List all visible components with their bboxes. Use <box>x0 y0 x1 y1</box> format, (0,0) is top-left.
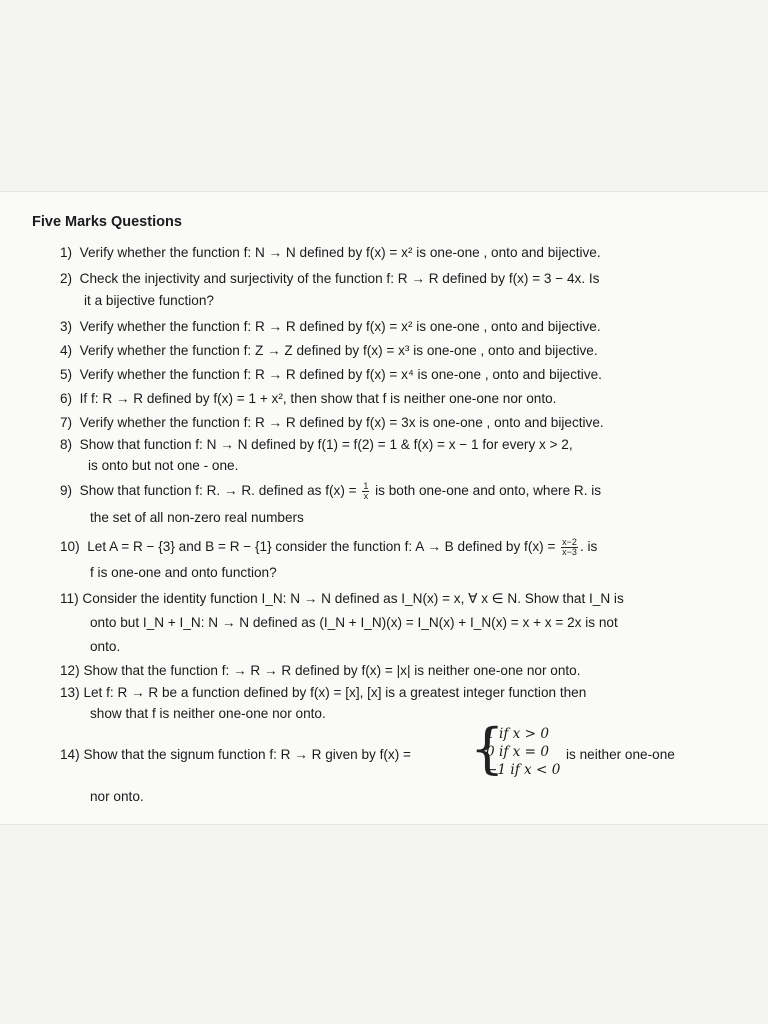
question-13-continuation: show that f is neither one-one nor onto. <box>90 706 326 721</box>
worksheet-page <box>0 192 768 824</box>
question-10-continuation: f is one-one and onto function? <box>90 565 277 580</box>
fraction <box>362 482 369 501</box>
question-number: 7) <box>60 415 73 430</box>
question-3 <box>60 318 601 335</box>
question-8-continuation: is onto but not one - one. <box>88 458 239 473</box>
question-text: Verify whether the function f: R → R defined by f(x) = x² is one-one , onto and bijective. <box>79 319 601 334</box>
question-2 <box>60 270 599 287</box>
question-11 <box>60 590 624 607</box>
question-number: 14) <box>60 747 80 762</box>
question-4 <box>60 342 598 359</box>
question-14-continuation: nor onto. <box>90 789 144 804</box>
question-text: Show that function f: R. → R. defined as f(x) = <box>79 483 357 499</box>
case-row: 0 if x = 0 <box>486 744 550 760</box>
question-number: 1) <box>60 245 73 260</box>
question-number: 6) <box>60 391 73 406</box>
case-row: 1 if x > 0 <box>486 726 550 742</box>
fraction-numerator: 1 <box>363 481 369 491</box>
question-number: 3) <box>60 319 73 334</box>
question-number: 5) <box>60 367 73 382</box>
question-1 <box>60 244 601 261</box>
left-brace: { <box>470 717 505 780</box>
question-text: If f: R → R defined by f(x) = 1 + x², then show that f is neither one-one nor onto. <box>79 391 557 406</box>
question-11-continuation: onto but I_N + I_N: N → N defined as (I_N + I_N)(x) = I_N(x) + I_N(x) = x + x = 2x is not <box>90 615 618 630</box>
question-text: Consider the identity function I_N: N → N defined as I_N(x) = x, ∀ x ∈ N. Show that I_N is <box>82 591 624 606</box>
fraction-denominator: x−3 <box>562 547 577 557</box>
question-text: Show that function f: N → N defined by f(1) = f(2) = 1 & f(x) = x − 1 for every x > 2, <box>79 437 573 452</box>
question-text-tail: . is <box>579 539 598 555</box>
question-7 <box>60 414 604 431</box>
fraction-denominator: x <box>363 491 369 501</box>
question-number: 11) <box>60 591 79 606</box>
question-text: Verify whether the function f: Z → Z defined by f(x) = x³ is one-one , onto and bijective. <box>79 343 598 358</box>
fraction <box>561 538 578 557</box>
question-number: 8) <box>60 437 73 452</box>
question-2-continuation: it a bijective function? <box>84 293 214 308</box>
question-text: Verify whether the function f: R → R defined by f(x) = 3x is one-one , onto and bijective. <box>79 415 604 430</box>
question-5 <box>60 366 602 383</box>
question-text: Let A = R − {3} and B = R − {1} consider the function f: A → B defined by f(x) = <box>87 539 556 555</box>
question-8 <box>60 436 573 453</box>
question-13 <box>60 684 586 701</box>
question-number: 10) <box>60 539 80 555</box>
question-14 <box>60 746 411 763</box>
case-row: −1 if x < 0 <box>486 762 561 778</box>
question-9-continuation: the set of all non-zero real numbers <box>90 510 304 525</box>
question-9 <box>60 482 601 501</box>
question-text: Verify whether the function f: N → N defined by f(x) = x² is one-one , onto and bijective. <box>79 245 601 260</box>
question-6 <box>60 390 556 407</box>
question-12 <box>60 662 581 679</box>
fraction-numerator: x−2 <box>562 537 577 547</box>
question-number: 13) <box>60 685 80 700</box>
question-number: 9) <box>60 483 73 499</box>
question-11-continuation-2: onto. <box>90 639 121 654</box>
question-text-tail: is both one-one and onto, where R. is <box>375 483 602 499</box>
question-number: 4) <box>60 343 73 358</box>
question-text: Verify whether the function f: R → R defined by f(x) = x⁴ is one-one , onto and bijective. <box>79 367 602 382</box>
question-10 <box>60 538 597 557</box>
question-number: 2) <box>60 271 73 286</box>
question-text: Show that the signum function f: R → R given by f(x) = <box>83 747 411 762</box>
question-text: Check the injectivity and surjectivity of the function f: R → R defined by f(x) = 3 − 4x. Is <box>79 271 600 286</box>
question-number: 12) <box>60 663 80 678</box>
section-heading: Five Marks Questions <box>32 214 182 230</box>
question-text: Show that the function f: → R → R defined by f(x) = |x| is neither one-one nor onto. <box>83 663 581 678</box>
question-14-tail: is neither one-one <box>566 747 675 762</box>
question-text: Let f: R → R be a function defined by f(x) = [x], [x] is a greatest integer function then <box>83 685 587 700</box>
